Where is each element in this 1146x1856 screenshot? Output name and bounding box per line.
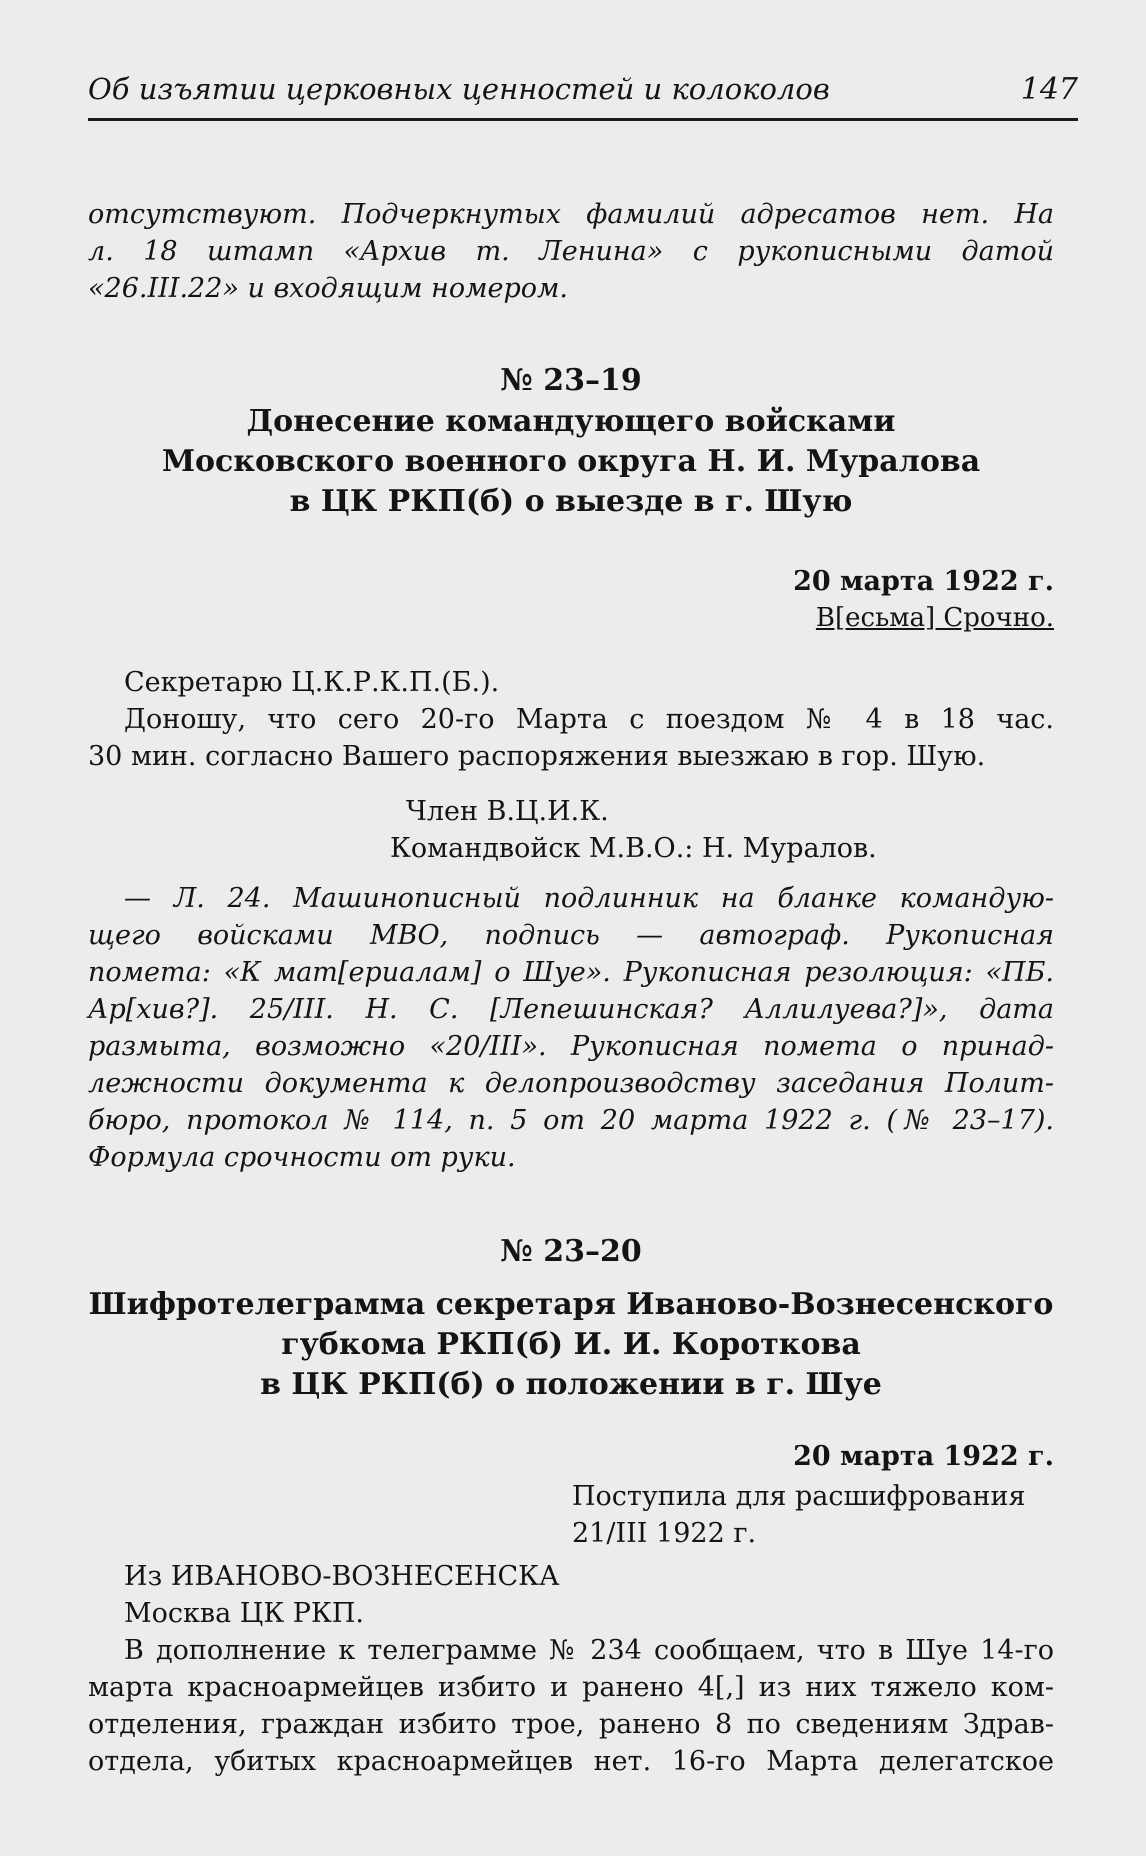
running-head-title: Об изъятии церковных ценностей и колоколов xyxy=(88,72,830,106)
document-title-line: Донесение командующего войсками xyxy=(246,404,896,439)
body-line: отдела, убитых красноармейцев нет. 16-го Марта делегатское xyxy=(88,1746,1054,1777)
urgency-mark: В[есьма] Срочно. xyxy=(815,603,1054,633)
running-head xyxy=(88,72,1078,121)
note-line: — Л. 24. Машинописный подлинник на бланке командую- xyxy=(124,883,1054,914)
note-line: Ар[хив?]. 25/III. Н. С. [Лепешинская? Аллилуева?]», дата xyxy=(88,994,1054,1025)
document-date: 20 марта 1922 г. xyxy=(793,1441,1054,1472)
body-line: Доношу, что сего 20-го Марта с поездом № 4 в 18 час. xyxy=(124,704,1054,735)
received-line: 21/III 1922 г. xyxy=(572,1518,757,1549)
document-title-line: губкома РКП(б) И. И. Короткова xyxy=(281,1327,861,1362)
document-date: 20 марта 1922 г. xyxy=(793,566,1054,597)
doc-23-20-heading xyxy=(88,1231,1054,1405)
note-line: «26.III.22» и входящим номером. xyxy=(88,273,568,304)
body-line: отделения, граждан избито трое, ранено 8 по сведениям Здрав- xyxy=(88,1709,1054,1740)
page-number: 147 xyxy=(1020,72,1078,107)
intro-note xyxy=(88,196,1054,307)
document-number: № 23–20 xyxy=(500,1234,642,1269)
doc-23-19-heading xyxy=(88,360,1054,522)
sender: Из ИВАНОВО-ВОЗНЕСЕНСКА xyxy=(124,1561,560,1592)
signature-line: Командвойск М.В.О.: Н. Муралов. xyxy=(390,833,877,864)
signature-line: Член В.Ц.И.К. xyxy=(406,796,609,827)
body-line: В дополнение к телеграмме № 234 сообщаем, что в Шуе 14-го xyxy=(124,1635,1054,1666)
note-line: л. 18 штамп «Архив т. Ленина» с рукописными датой xyxy=(88,236,1054,267)
document-title-line: Шифротелеграмма секретаря Иваново-Вознесенского xyxy=(88,1287,1054,1322)
note-line: бюро, протокол № 114, п. 5 от 20 марта 1922 г. (№ 23–17). xyxy=(88,1105,1054,1136)
note-line: помета: «К мат[ериалам] о Шуе». Рукописная резолюция: «ПБ. xyxy=(88,957,1054,988)
doc-23-20-dateline xyxy=(88,1438,1054,1475)
doc-23-19-body xyxy=(88,664,1054,775)
addressee: Секретарю Ц.К.Р.К.П.(Б.). xyxy=(124,667,500,698)
doc-23-19-signature xyxy=(88,793,1054,867)
note-line: Формула срочности от руки. xyxy=(88,1142,516,1173)
note-line: отсутствуют. Подчеркнутых фамилий адресатов нет. На xyxy=(88,199,1054,230)
document-title-line: Московского военного округа Н. И. Муралова xyxy=(161,444,981,479)
recipient: Москва ЦК РКП. xyxy=(124,1598,364,1629)
doc-23-19-archival-note xyxy=(88,880,1054,1176)
received-line: Поступила для расшифрования xyxy=(572,1481,1026,1512)
document-title-line: в ЦК РКП(б) о положении в г. Шуе xyxy=(260,1367,882,1402)
received-stamp xyxy=(572,1478,1042,1552)
doc-23-19-dateline xyxy=(88,563,1054,637)
note-line: лежности документа к делопроизводству заседания Полит- xyxy=(88,1068,1054,1099)
document-title-line: в ЦК РКП(б) о выезде в г. Шую xyxy=(289,484,853,519)
body-line: марта красноармейцев избито и ранено 4[,] из них тяжело ком- xyxy=(88,1672,1054,1703)
doc-23-20-body xyxy=(88,1558,1054,1780)
document-number: № 23–19 xyxy=(500,363,642,398)
note-line: щего войсками МВО, подпись — автограф. Рукописная xyxy=(88,920,1054,951)
body-line: 30 мин. согласно Вашего распоряжения выезжаю в гор. Шую. xyxy=(88,741,986,772)
note-line: размыта, возможно «20/III». Рукописная помета о принад- xyxy=(88,1031,1054,1062)
